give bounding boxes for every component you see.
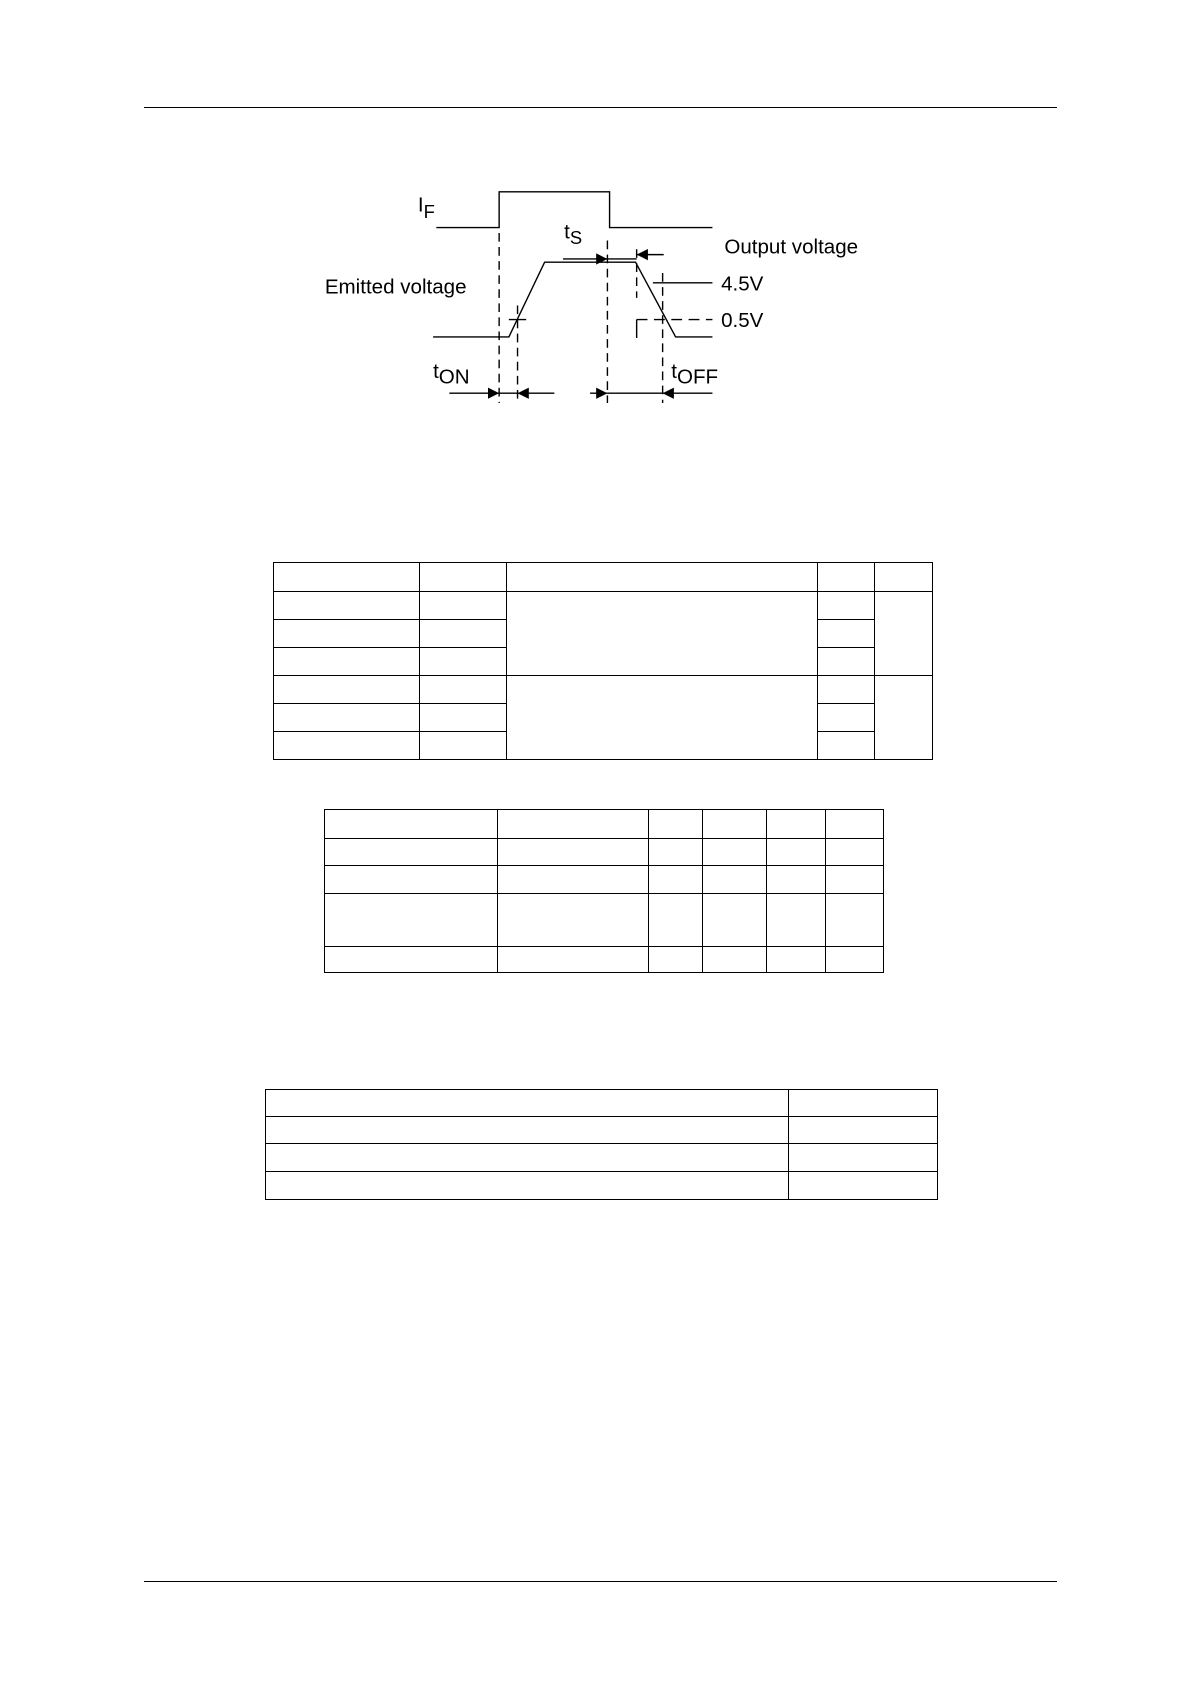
if-label: IF [417, 193, 435, 222]
ts-label: tS [564, 220, 583, 248]
v-high-label: 4.5V [721, 272, 764, 296]
output-voltage-waveform [433, 262, 712, 337]
toff-label: tOFF [671, 360, 719, 389]
emitted-voltage-label: Emitted voltage [324, 275, 467, 299]
characteristics-table-3 [265, 1089, 938, 1200]
input-current-waveform [436, 192, 712, 228]
ton-label: tON [433, 360, 470, 389]
characteristics-table-2 [324, 809, 884, 973]
v-low-label: 0.5V [721, 309, 764, 333]
output-voltage-label: Output voltage [724, 235, 859, 259]
characteristics-table-1 [273, 562, 933, 760]
